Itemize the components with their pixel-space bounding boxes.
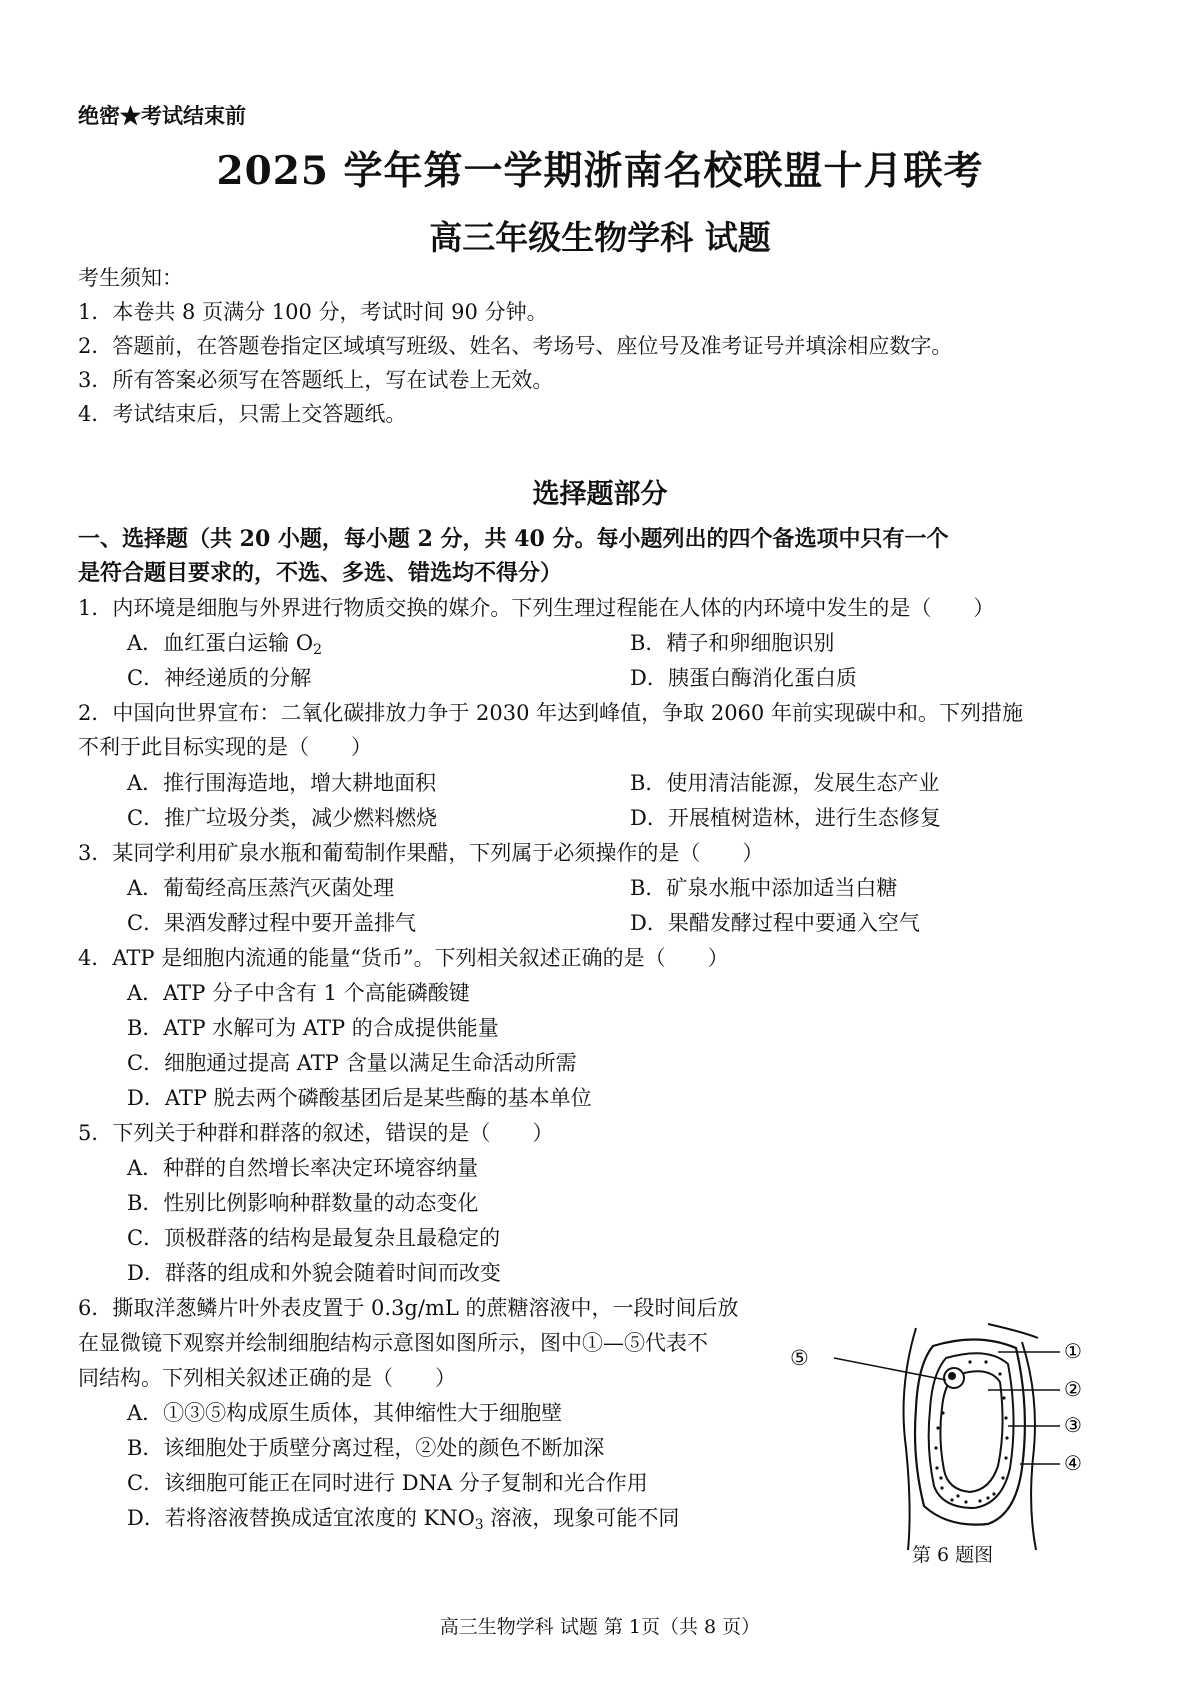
q3-option-d: D．果醋发酵过程中要通入空气 (630, 911, 920, 935)
label-2: ② (1064, 1377, 1082, 1401)
part1-instructions: 是符合题目要求的，不选、多选、错选均不得分） (78, 560, 563, 586)
q3-option-b: B．矿泉水瓶中添加适当白糖 (630, 876, 898, 900)
q6-stem: 6．撕取洋葱鳞片叶外表皮置于 0.3g/mL 的蔗糖溶液中，一段时间后放 (78, 1296, 739, 1320)
q6-option-d: D．若将溶液替换成适宜浓度的 $KNO_3$ 溶液，现象可能不同 (127, 1506, 680, 1533)
part1-instructions: 一、选择题（共 20 小题，每小题 2 分，共 40 分。每小题列出的四个备选项中只有一个 (78, 526, 949, 552)
label-4: ④ (1064, 1451, 1082, 1475)
notice-item: 4．考试结束后，只需上交答题纸。 (78, 402, 407, 426)
q6-option-a: A．①③⑤构成原生质体，其伸缩性大于细胞壁 (127, 1401, 563, 1425)
exam-subtitle: 高三年级生物学科 试题 (429, 218, 771, 257)
notice-heading: 考生须知： (78, 266, 183, 290)
q2-option-d: D．开展植树造林，进行生态修复 (630, 806, 941, 830)
section-title: 选择题部分 (532, 479, 668, 510)
q4-option-d: D．ATP 脱去两个磷酸基团后是某些酶的基本单位 (127, 1086, 592, 1110)
q6-stem: 在显微镜下观察并绘制细胞结构示意图如图所示，图中①—⑤代表不 (78, 1331, 708, 1355)
q4-stem: 4．ATP 是细胞内流通的能量“货币”。下列相关叙述正确的是（ ） (78, 946, 729, 970)
label-5: ⑤ (790, 1346, 809, 1370)
label-1: ① (1064, 1339, 1082, 1363)
adjacent-cell-wall (988, 1324, 1038, 1338)
q6-option-b: B．该细胞处于质壁分离过程，②处的颜色不断加深 (127, 1436, 605, 1460)
q2-stem: 不利于此目标实现的是（ ） (78, 735, 372, 759)
notice-item: 1．本卷共 8 页满分 100 分，考试时间 90 分钟。 (78, 300, 548, 324)
q3-option-a: A．葡萄经高压蒸汽灭菌处理 (127, 876, 395, 900)
q2-option-c: C．推广垃圾分类，减少燃料燃烧 (127, 806, 438, 830)
q3-option-c: C．果酒发酵过程中要开盖排气 (127, 911, 417, 935)
q1-stem: 1．内环境是细胞与外界进行物质交换的媒介。下列生理过程能在人体的内环境中发生的是（ ） (78, 596, 995, 620)
q4-option-c: C．细胞通过提高 ATP 含量以满足生命活动所需 (127, 1051, 577, 1075)
q4-option-b: B．ATP 水解可为 ATP 的合成提供能量 (127, 1016, 499, 1040)
exam-title: 2025 学年第一学期浙南名校联盟十月联考 (216, 148, 984, 194)
q1-option-c: C．神经递质的分解 (127, 666, 312, 690)
nucleolus (948, 1372, 956, 1380)
q6-option-c: C．该细胞可能正在同时进行 DNA 分子复制和光合作用 (127, 1471, 648, 1495)
q1-option-b: B．精子和卵细胞识别 (630, 631, 835, 655)
label-3: ③ (1064, 1413, 1082, 1437)
q5-option-b: B．性别比例影响种群数量的动态变化 (127, 1191, 479, 1215)
q1-option-d: D．胰蛋白酶消化蛋白质 (630, 666, 857, 690)
q1-option-a: A．血红蛋白运输 $O_2$ (127, 631, 322, 658)
q2-option-b: B．使用清洁能源，发展生态产业 (630, 771, 940, 795)
notice-item: 2．答题前，在答题卷指定区域填写班级、姓名、考场号、座位号及准考证号并填涂相应数字。 (78, 334, 953, 358)
q4-option-a: A．ATP 分子中含有 1 个高能磷酸键 (127, 981, 470, 1005)
page-footer: 高三生物学科 试题 第 1页（共 8 页） (439, 1616, 761, 1638)
q5-option-c: C．顶极群落的结构是最复杂且最稳定的 (127, 1226, 501, 1250)
q6-stem: 同结构。下列相关叙述正确的是（ ） (78, 1366, 456, 1390)
q2-option-a: A．推行围海造地，增大耕地面积 (127, 771, 437, 795)
q3-stem: 3．某同学利用矿泉水瓶和葡萄制作果醋，下列属于必须操作的是（ ） (78, 841, 764, 865)
q5-option-d: D．群落的组成和外貌会随着时间而改变 (127, 1261, 501, 1285)
q2-stem: 2．中国向世界宣布：二氧化碳排放力争于 2030 年达到峰值，争取 2060 年前实现碳中和。下列措施 (78, 701, 1023, 725)
cell-diagram (838, 1318, 1082, 1554)
label-line-5 (834, 1358, 946, 1380)
q5-stem: 5．下列关于种群和群落的叙述，错误的是（ ） (78, 1121, 554, 1145)
confidential-mark: 绝密★考试结束前 (78, 103, 246, 128)
figure-caption: 第 6 题图 (912, 1544, 994, 1566)
q5-option-a: A．种群的自然增长率决定环境容纳量 (127, 1156, 479, 1180)
notice-item: 3．所有答案必须写在答题纸上，写在试卷上无效。 (78, 368, 554, 392)
